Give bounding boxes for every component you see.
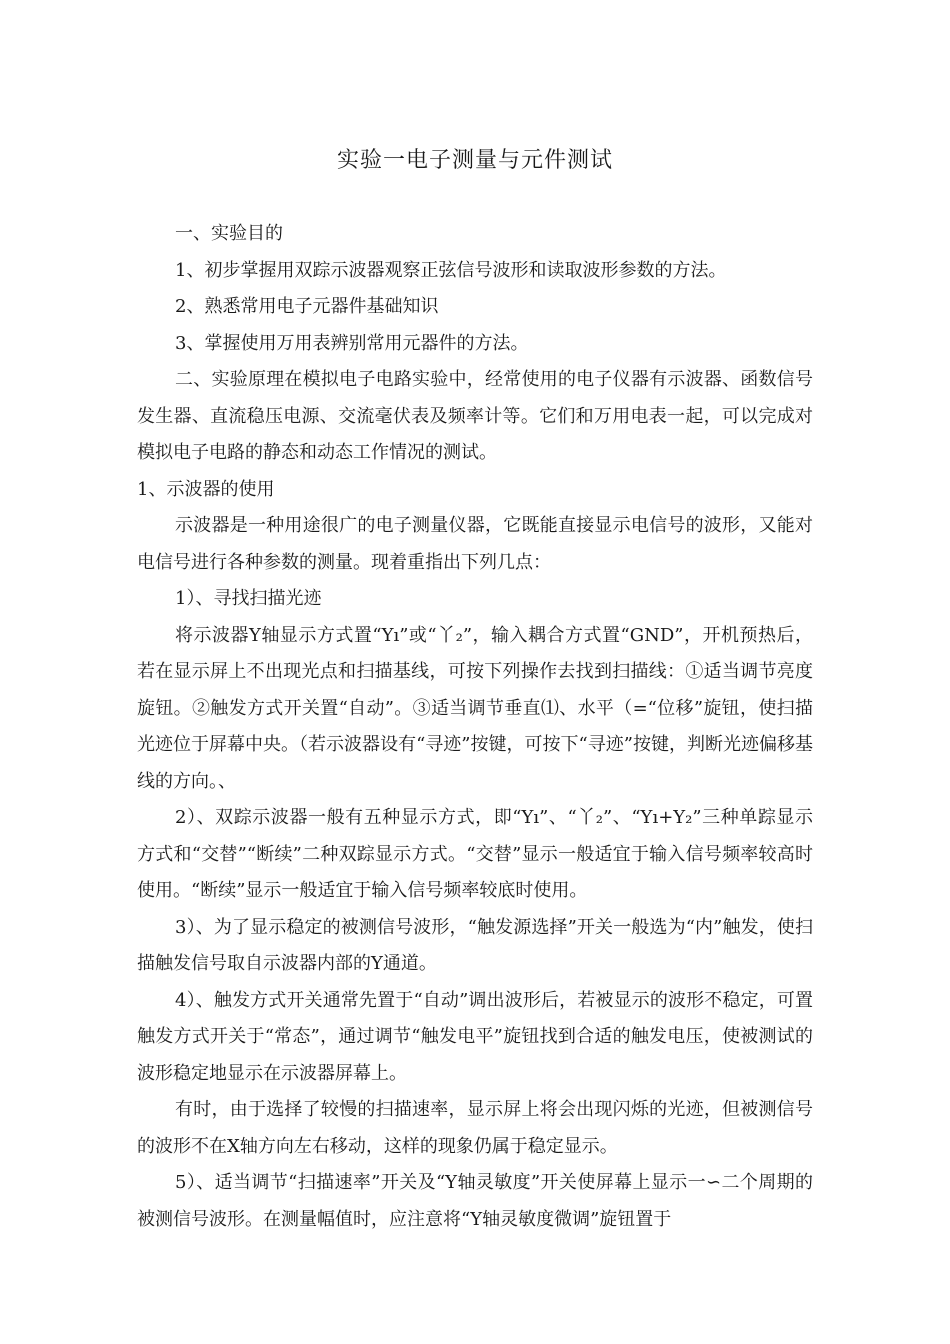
step-2-paragraph: 2）、双踪示波器一般有五种显示方式，即“Yı”、“丫₂”、“Yı+Y₂”三种单踪显示方式和“交替”“断续”二种双踪显示方式。“交替”显示一般适宜于输入信号频率较高时使用。“断续”显示一般适宜于输入信号频率较底时使用。 (137, 807, 813, 901)
step-heading-1: 1）、寻找扫描光迹 (175, 588, 322, 609)
stability-note-paragraph: 有时，由于选择了较慢的扫描速率，显示屏上将会出现闪烁的光迹，但被测信号的波形不在X轴方向左右移动，这样的现象仍属于稳定显示。 (137, 1099, 813, 1157)
objective-item-3: 3、掌握使用万用表辨别常用元器件的方法。 (175, 332, 529, 354)
document-body (137, 216, 813, 1238)
subsection-heading-oscilloscope: 1、示波器的使用 (137, 478, 275, 500)
step-5-paragraph: 5）、适当调节“扫描速率”开关及“Y轴灵敏度”开关使屏幕上显示一∽二个周期的被测信号波形。在测量幅值时，应注意将“Y轴灵敏度微调”旋钮置于 (137, 1172, 813, 1230)
section-heading-objectives: 一、实验目的 (175, 223, 283, 244)
step-1-paragraph: 将示波器Y轴显示方式置“Yı”或“丫₂”，输入耦合方式置“GND”，开机预热后，若在显示屏上不出现光点和扫描基线，可按下列操作去找到扫描线：①适当调节亮度旋钮。②触发方式开关置“自动”。③适当调节垂直⑴、水平（=“位移”旋钮，使扫描光迹位于屏幕中央。（若示波器设有“寻迹”按键，可按下“寻迹”按键，判断光迹偏移基线的方向。、 (137, 624, 813, 792)
document-title: 实验一电子测量与元件测试 (336, 148, 613, 173)
objective-item-1: 1、初步掌握用双踪示波器观察正弦信号波形和读取波形参数的方法。 (175, 259, 727, 281)
objective-item-2: 2、熟悉常用电子元器件基础知识 (175, 296, 439, 317)
step-4-paragraph: 4）、触发方式开关通常先置于“自动”调出波形后，若被显示的波形不稳定，可置触发方式开关于“常态”，通过调节“触发电平”旋钮找到合适的触发电压，使被测试的波形稳定地显示在示波器屏幕上。 (137, 989, 813, 1084)
section-principle-paragraph: 二、实验原理在模拟电子电路实验中，经常使用的电子仪器有示波器、函数信号发生器、直流稳压电源、交流毫伏表及频率计等。它们和万用电表一起，可以完成对模拟电子电路的静态和动态工作情况的测试。 (137, 369, 813, 463)
step-3-paragraph: 3）、为了显示稳定的被测信号波形，“触发源选择”开关一般选为“内”触发，使扫描触发信号取自示波器内部的Y通道。 (137, 916, 813, 974)
oscilloscope-intro-paragraph: 示波器是一种用途很广的电子测量仪器，它既能直接显示电信号的波形，又能对电信号进行各种参数的测量。现着重指出下列几点： (137, 515, 813, 573)
